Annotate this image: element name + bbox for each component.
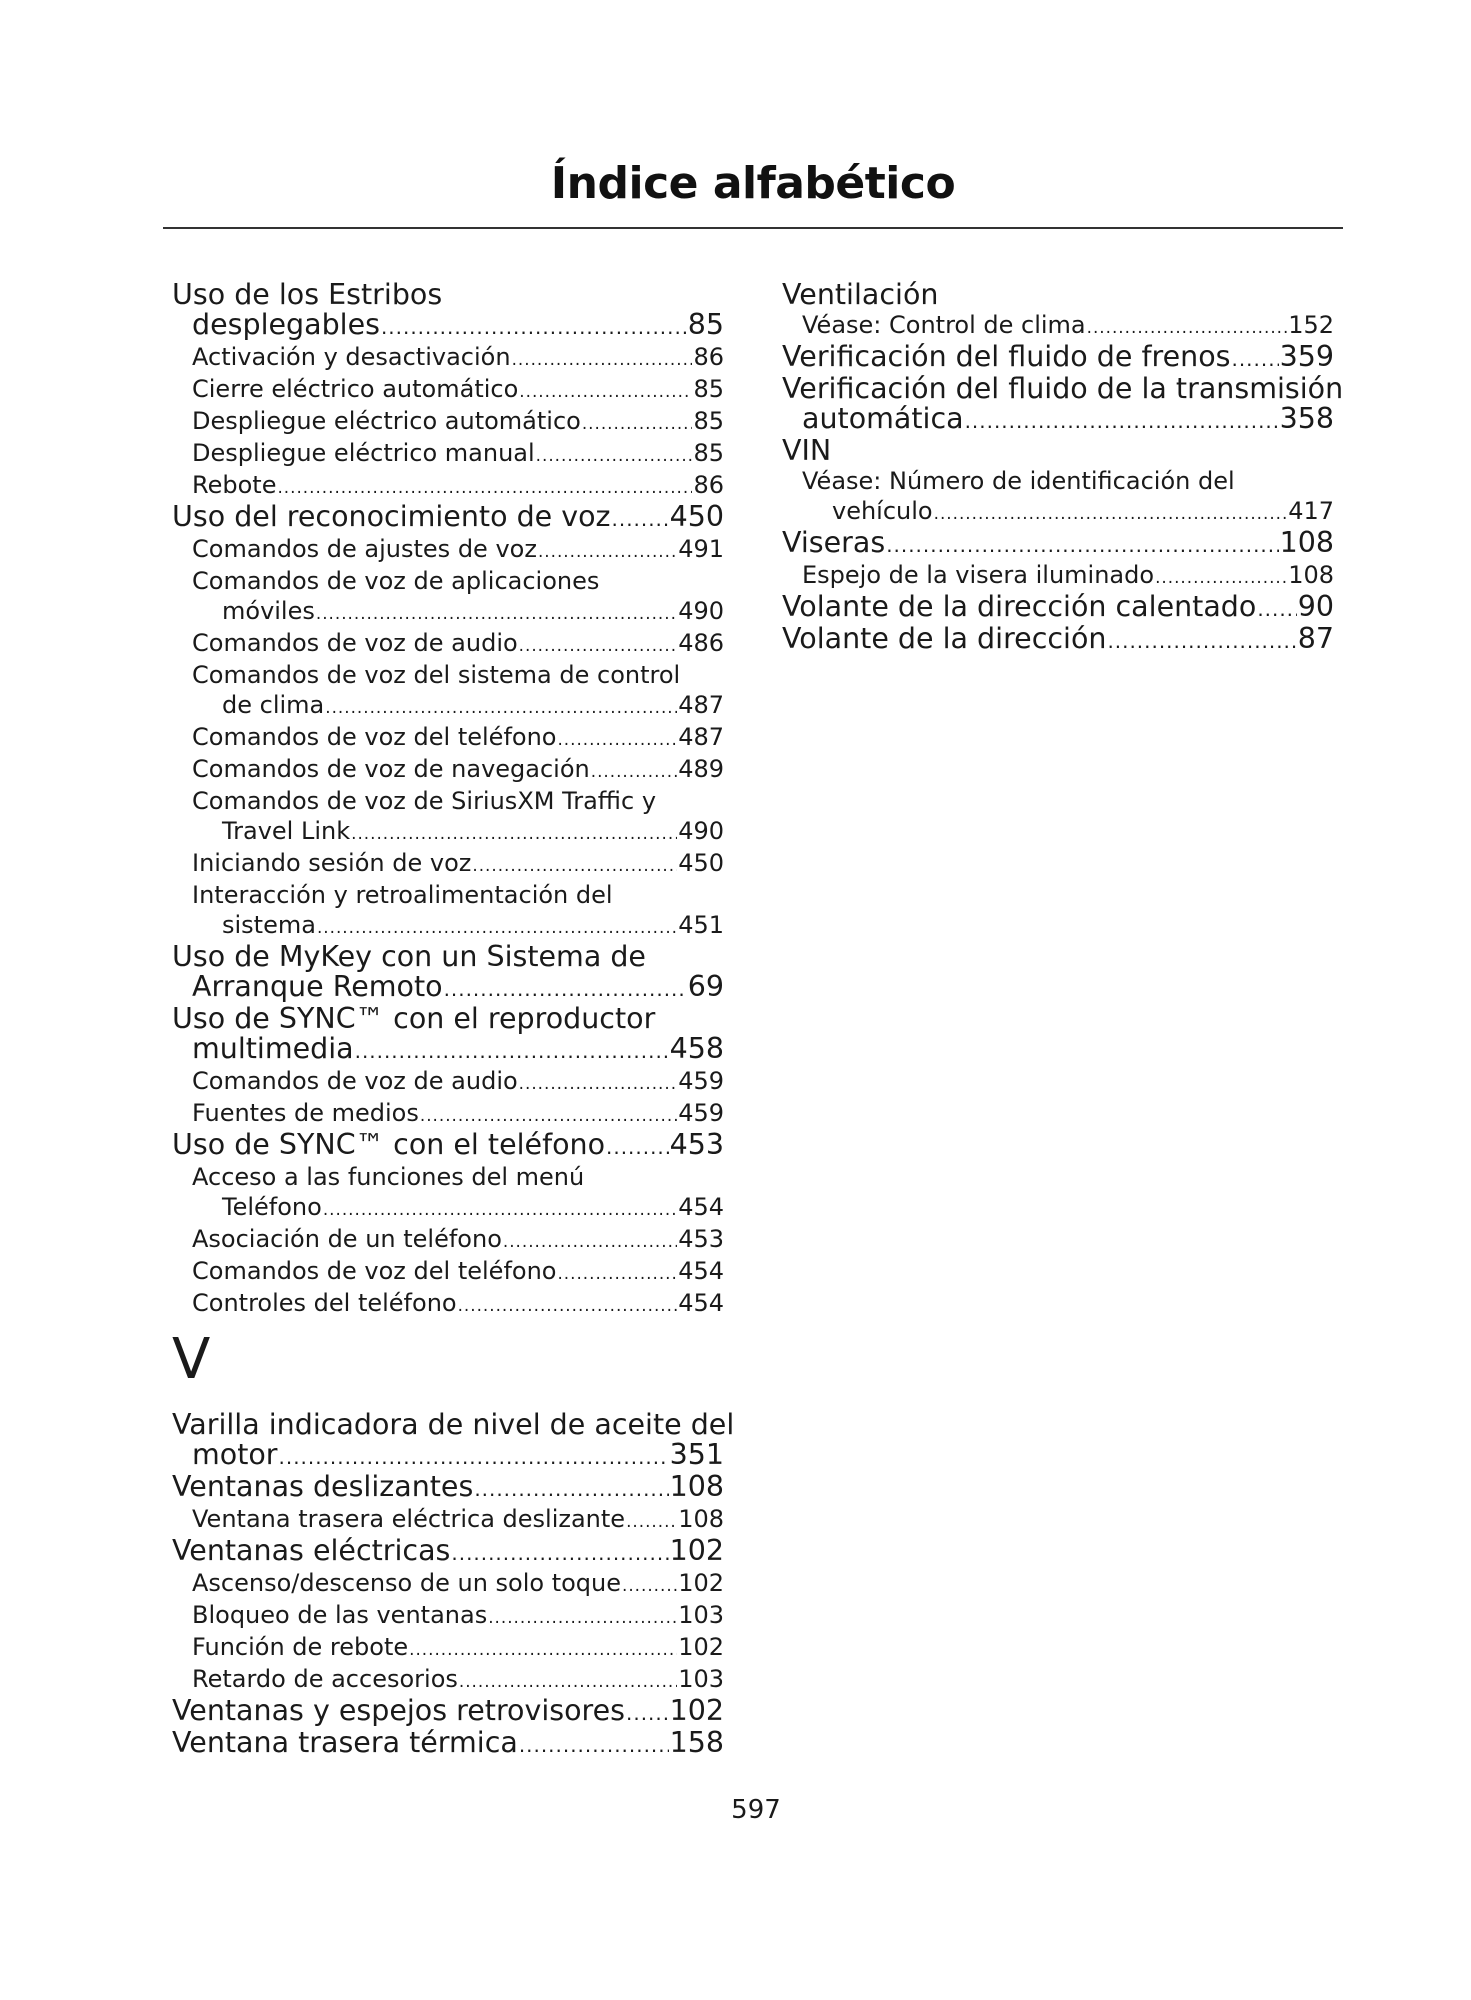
- index-see-entry: vehículo ..... 417: [782, 496, 1334, 528]
- page-title: Índice alfabético: [550, 158, 956, 209]
- index-subentry: de clima ..... 487: [172, 690, 724, 722]
- index-entry: desplegables ..... 85: [172, 310, 724, 342]
- index-subentry: Bloqueo de las ventanas ..... 103: [172, 1600, 724, 1632]
- index-entry-head: Uso de SYNC™ con el reproductor: [172, 1002, 656, 1035]
- index-subentry: Comandos de voz del teléfono ..... 454: [172, 1256, 724, 1288]
- index-subentry-head: Comandos de voz de aplicaciones: [192, 567, 600, 595]
- index-subentry: Comandos de voz de navegación ..... 489: [172, 754, 724, 786]
- index-entry: Ventana trasera térmica ..... 158: [172, 1728, 724, 1760]
- section-letter: V: [172, 1327, 211, 1392]
- index-subentry: Función de rebote ..... 102: [172, 1632, 724, 1664]
- index-subentry-head: Interacción y retroalimentación del: [192, 881, 613, 909]
- index-see-entry-head: Véase: Número de identificación del: [802, 467, 1235, 495]
- index-entry: Arranque Remoto ..... 69: [172, 972, 724, 1004]
- index-entry: Volante de la dirección calentado ..... 90: [782, 592, 1334, 624]
- index-subentry: móviles ..... 490: [172, 596, 724, 628]
- index-subentry: Iniciando sesión de voz ..... 450: [172, 848, 724, 880]
- index-subentry-head: Comandos de voz del sistema de control: [192, 661, 681, 689]
- index-entry-head: Varilla indicadora de nivel de aceite del: [172, 1408, 735, 1441]
- index-entry: Viseras ..... 108: [782, 528, 1334, 560]
- index-entry: Volante de la dirección ..... 87: [782, 624, 1334, 656]
- index-subentry: Ascenso/descenso de un solo toque ..... 102: [172, 1568, 724, 1600]
- index-entry: Uso de SYNC™ con el teléfono ..... 453: [172, 1130, 724, 1162]
- index-subentry: Comandos de voz de audio ..... 486: [172, 628, 724, 660]
- index-subentry: Despliegue eléctrico manual ..... 85: [172, 438, 724, 470]
- index-subentry: Espejo de la visera iluminado ..... 108: [782, 560, 1334, 592]
- index-entry: Ventanas eléctricas ..... 102: [172, 1536, 724, 1568]
- index-subentry: Asociación de un teléfono ..... 453: [172, 1224, 724, 1256]
- title-rule: [163, 227, 1343, 229]
- index-column-right: [782, 278, 1344, 656]
- index-entry-head: Ventilación: [782, 278, 939, 311]
- index-subentry: Retardo de accesorios ..... 103: [172, 1664, 724, 1696]
- index-entry: Ventanas deslizantes ..... 108: [172, 1472, 724, 1504]
- index-subentry: Despliegue eléctrico automático ..... 85: [172, 406, 724, 438]
- index-entry: automática ..... 358: [782, 404, 1334, 436]
- index-subentry: Controles del teléfono ..... 454: [172, 1288, 724, 1320]
- index-entry-head: Uso de MyKey con un Sistema de: [172, 940, 646, 973]
- index-see-entry: Véase: Control de clima ..... 152: [782, 310, 1334, 342]
- index-subentry: Teléfono ..... 454: [172, 1192, 724, 1224]
- index-subentry: Cierre eléctrico automático ..... 85: [172, 374, 724, 406]
- index-entry: multimedia ..... 458: [172, 1034, 724, 1066]
- index-subentry: Travel Link ..... 490: [172, 816, 724, 848]
- index-entry: Ventanas y espejos retrovisores ..... 102: [172, 1696, 724, 1728]
- index-subentry: Fuentes de medios ..... 459: [172, 1098, 724, 1130]
- index-subentry: Ventana trasera eléctrica deslizante ..... 108: [172, 1504, 724, 1536]
- index-entry: motor ..... 351: [172, 1440, 724, 1472]
- index-subentry-head: Comandos de voz de SiriusXM Traffic y: [192, 787, 657, 815]
- index-entry-head: VIN: [782, 434, 832, 467]
- index-entry-head: Verificación del fluido de la transmisión: [782, 372, 1344, 405]
- index-column-left: [172, 278, 735, 1760]
- index-subentry: Comandos de voz del teléfono ..... 487: [172, 722, 724, 754]
- index-subentry-head: Acceso a las funciones del menú: [192, 1163, 585, 1191]
- index-subentry: Comandos de voz de audio ..... 459: [172, 1066, 724, 1098]
- index-subentry: Comandos de ajustes de voz ..... 491: [172, 534, 724, 566]
- index-subentry: Activación y desactivación ..... 86: [172, 342, 724, 374]
- index-subentry: sistema ..... 451: [172, 910, 724, 942]
- page-number: 597: [731, 1795, 781, 1825]
- index-subentry: Rebote ..... 86: [172, 470, 724, 502]
- index-entry: Verificación del fluido de frenos ..... 359: [782, 342, 1334, 374]
- index-entry-head: Uso de los Estribos: [172, 278, 443, 311]
- index-entry: Uso del reconocimiento de voz ..... 450: [172, 502, 724, 534]
